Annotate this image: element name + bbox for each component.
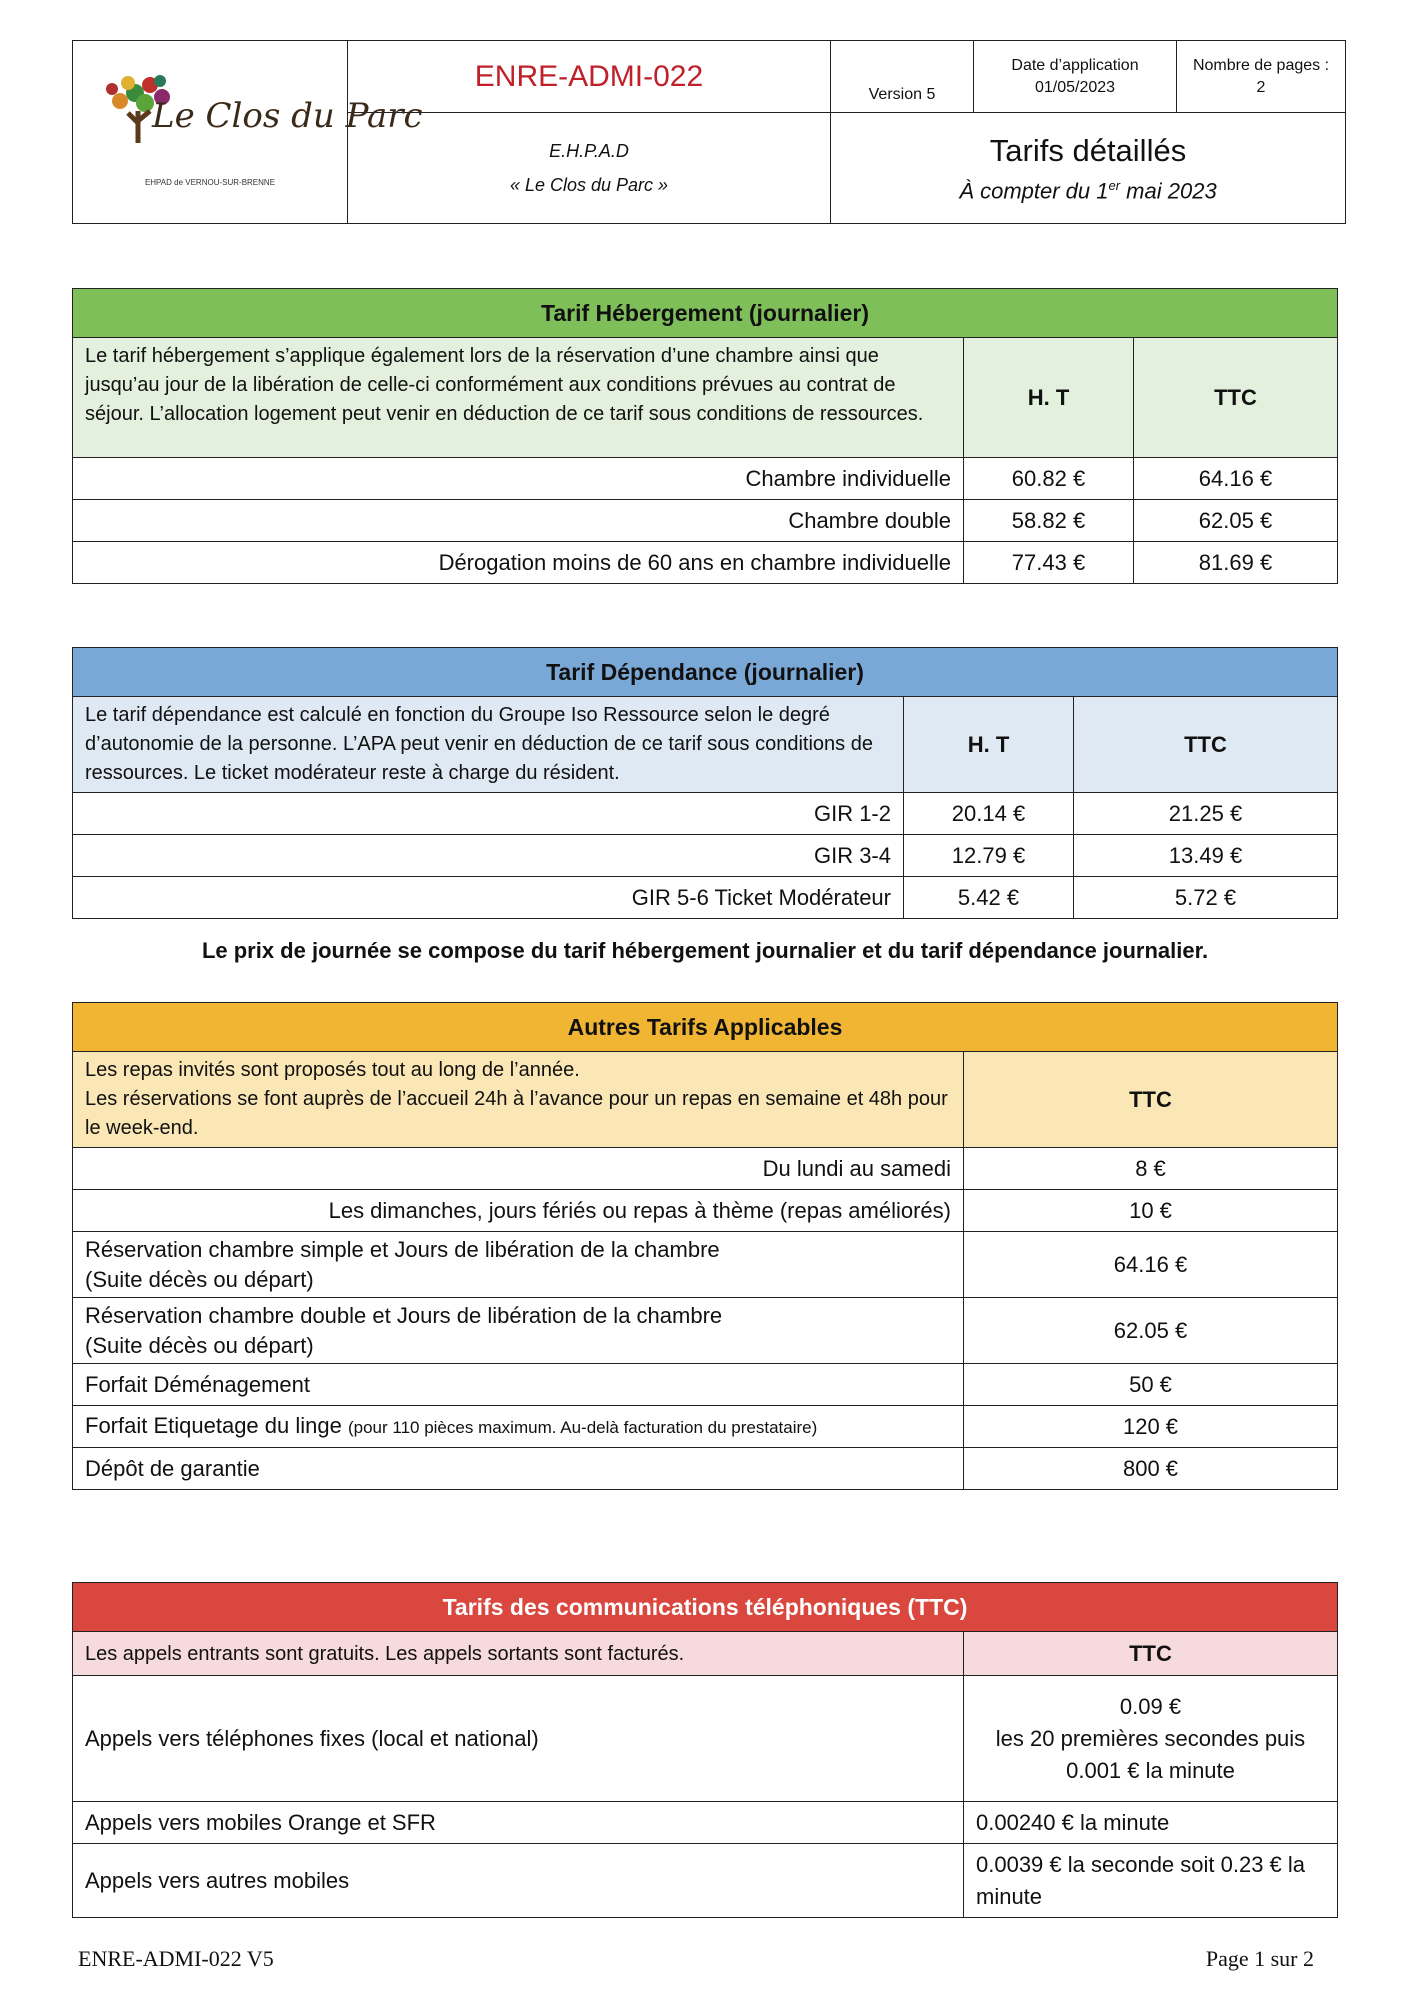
logo-text: Le Clos du Parc [152,96,423,136]
table-row: Appels vers téléphones fixes (local et national) 0.09 € les 20 premières secondes puis 0.001 € la minute [73,1676,1338,1802]
autres-tarifs-table [72,1002,1338,1490]
version: Version 5 [831,41,974,113]
footer-doc-ref: ENRE-ADMI-022 V5 [78,1946,274,1971]
page-title: Tarifs détaillés [989,132,1187,168]
tree-logo-icon [90,63,423,193]
table-row: GIR 5-6 Ticket Modérateur 5.42 € 5.72 € [73,877,1338,919]
col-ttc: TTC [1074,697,1338,793]
table-row: Chambre double 58.82 € 62.05 € [73,500,1338,542]
telephone-table [72,1582,1338,1918]
date-value: 01/05/2023 [1034,78,1116,96]
footer-page-number: Page 1 sur 2 [1205,1946,1314,1971]
table-row: Chambre individuelle 60.82 € 64.16 € [73,458,1338,500]
title-block [831,113,1346,224]
logo-caption: EHPAD de VERNOU-SUR-BRENNE [144,178,276,187]
dependance-table [72,647,1338,919]
page-subtitle: À compter du 1er mai 2023 [959,177,1217,203]
pages-value: 2 [1256,78,1266,96]
col-ttc: TTC [1134,338,1338,458]
page-count [1177,41,1346,113]
pages-label: Nombre de pages : [1192,56,1330,74]
hebergement-table [72,288,1338,584]
section-intro: Le tarif dépendance est calculé en fonction du Groupe Iso Ressource selon le degré d’autonomie de la personne. L’APA peut venir en déduction de ce tarif sous conditions de ressources. Le ticket modérateur reste à charge du résident. [73,697,904,793]
org-line2: « Le Clos du Parc » [509,175,669,196]
document-code: ENRE-ADMI-022 [348,41,831,113]
col-ht: H. T [964,338,1134,458]
application-date [974,41,1177,113]
table-row: Dépôt de garantie 800 € [73,1448,1338,1490]
table-row: GIR 1-2 20.14 € 21.25 € [73,793,1338,835]
price-summary: Le prix de journée se compose du tarif hébergement journalier et du tarif dépendance journalier. [201,938,1209,963]
col-ttc: TTC [964,1632,1338,1676]
section-intro: Le tarif hébergement s’applique également lors de la réservation d’une chambre ainsi que jusqu’au jour de la libération de celle-ci conformément aux conditions prévues au contrat de séjour. L’allocation logement peut venir en déduction de ce tarif sous conditions de ressources. [73,338,964,458]
table-row: Forfait Etiquetage du linge (pour 110 pièces maximum. Au-delà facturation du prestataire) 120 € [73,1406,1338,1448]
org-line1: E.H.P.A.D [549,141,629,162]
section-title: Tarif Hébergement (journalier) [73,289,1338,338]
table-row: Appels vers autres mobiles 0.0039 € la seconde soit 0.23 € la minute [73,1844,1338,1918]
table-row: GIR 3-4 12.79 € 13.49 € [73,835,1338,877]
date-label: Date d’application [1011,56,1139,74]
logo [73,41,423,224]
col-ht: H. T [904,697,1074,793]
document-header [72,40,1346,224]
table-row: Réservation chambre simple et Jours de libération de la chambre (Suite décès ou départ) 64.16 € [73,1232,1338,1298]
table-row: Forfait Déménagement 50 € [73,1364,1338,1406]
section-intro: Les repas invités sont proposés tout au long de l’année. Les réservations se font auprès de l’accueil 24h à l’avance pour un repas en semaine et 48h pour le week-end. [73,1052,964,1148]
table-row: Les dimanches, jours fériés ou repas à thème (repas améliorés) 10 € [73,1190,1338,1232]
table-row: Appels vers mobiles Orange et SFR 0.00240 € la minute [73,1802,1338,1844]
section-intro: Les appels entrants sont gratuits. Les appels sortants sont facturés. [73,1632,964,1676]
col-ttc: TTC [964,1052,1338,1148]
table-row: Dérogation moins de 60 ans en chambre individuelle 77.43 € 81.69 € [73,542,1338,584]
section-title: Autres Tarifs Applicables [73,1003,1338,1052]
section-title: Tarifs des communications téléphoniques (TTC) [73,1583,1338,1632]
table-row: Réservation chambre double et Jours de libération de la chambre (Suite décès ou départ) 62.05 € [73,1298,1338,1364]
table-row: Du lundi au samedi 8 € [73,1148,1338,1190]
section-title: Tarif Dépendance (journalier) [73,648,1338,697]
